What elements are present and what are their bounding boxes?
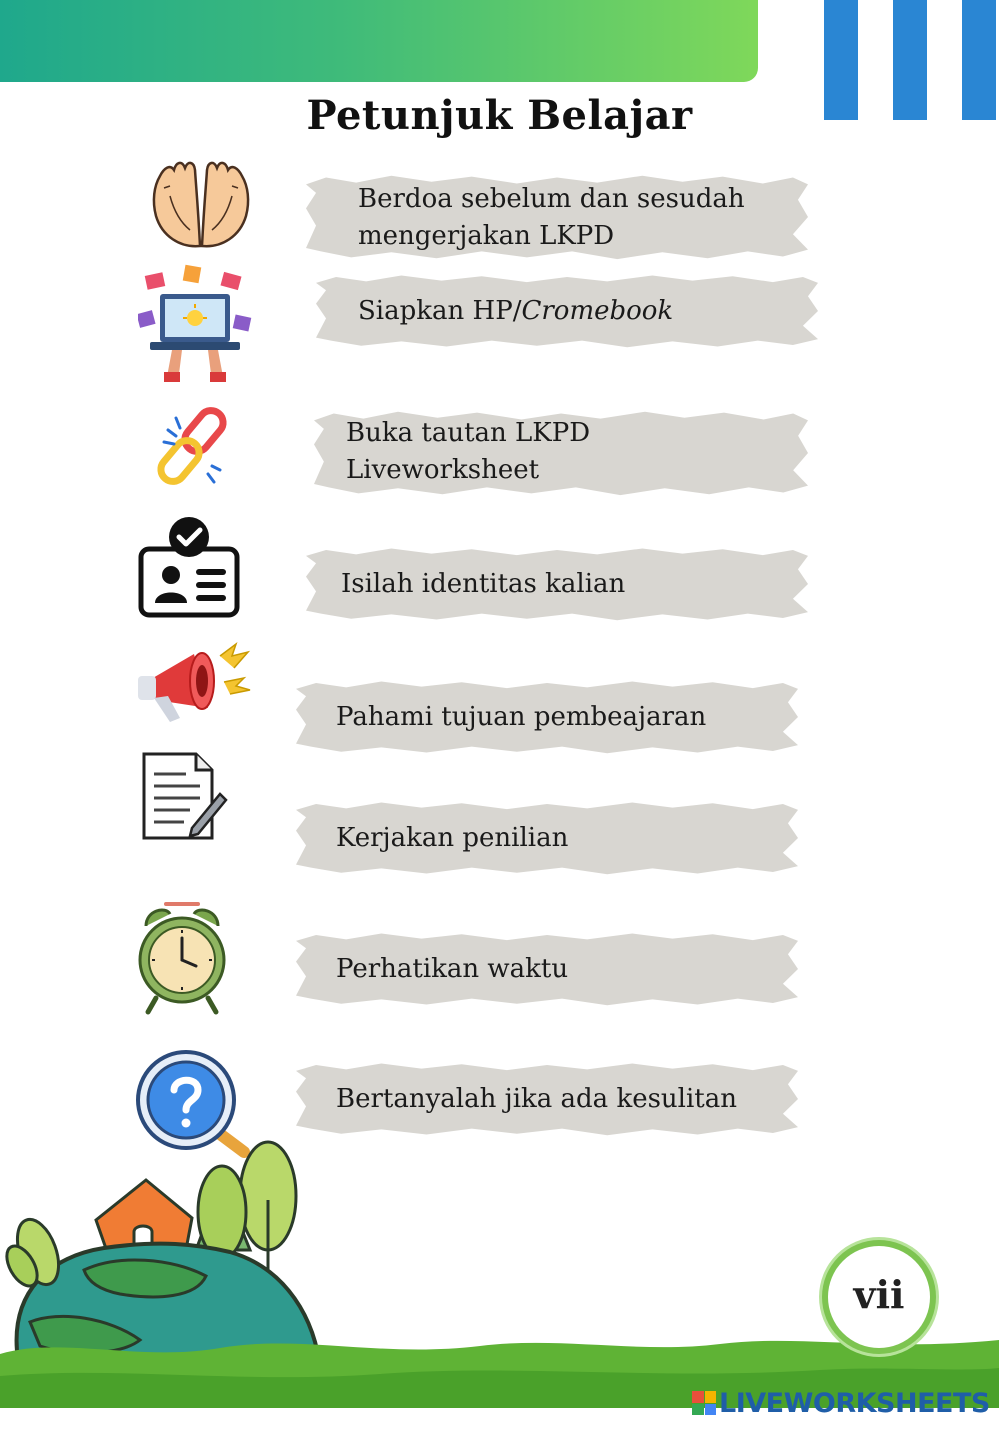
step-text: Kerjakan penilian xyxy=(336,823,569,853)
step-text: Perhatikan waktu xyxy=(336,954,569,984)
step-text-line: Buka tautan LKPD xyxy=(346,418,591,448)
praying-hands-icon xyxy=(150,156,252,252)
brand-text: LIVEWORKSHEETS xyxy=(719,1387,990,1419)
page-number-badge xyxy=(828,1246,930,1348)
id-card-icon xyxy=(138,515,240,619)
alarm-clock-icon xyxy=(136,900,228,1018)
page-number: vii xyxy=(853,1272,905,1317)
step-text: Isilah identitas kalian xyxy=(341,569,626,599)
step-text: Siapkan HP/ xyxy=(358,296,522,326)
document-pencil-icon xyxy=(140,750,228,844)
step-text-line: Berdoa sebelum dan sesudah xyxy=(358,184,745,214)
chain-link-icon xyxy=(150,404,238,490)
step-text: Pahami tujuan pembeajaran xyxy=(336,702,707,732)
page-title: Petunjuk Belajar xyxy=(306,92,693,139)
brand-mark-icon xyxy=(692,1391,716,1415)
laptop-icon xyxy=(138,264,252,384)
step-text-line: mengerjakan LKPD xyxy=(358,221,615,251)
step-text-italic: Cromebook xyxy=(521,296,674,326)
step-text: Bertanyalah jika ada kesulitan xyxy=(336,1084,737,1114)
liveworksheets-logo[interactable] xyxy=(692,1387,990,1419)
megaphone-icon xyxy=(136,638,252,726)
step-text-italic: Liveworksheet xyxy=(346,455,540,485)
step-text-line xyxy=(358,293,673,330)
